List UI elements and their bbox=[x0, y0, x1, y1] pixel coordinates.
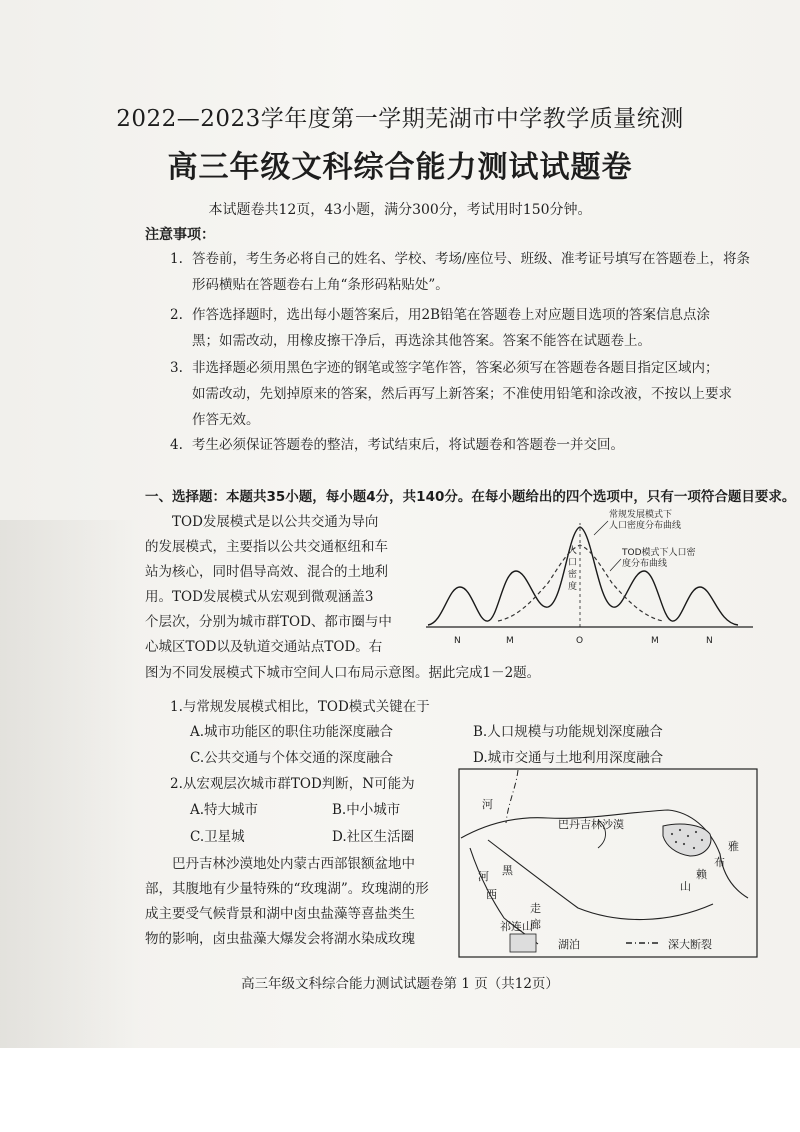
notice-num: 3. bbox=[170, 360, 183, 376]
x-tick-label: O bbox=[576, 636, 584, 646]
fault-line bbox=[506, 770, 518, 823]
question-1-option-c: C.公共交通与个体交通的深度融合 bbox=[190, 750, 394, 766]
legend-conventional: 常规发展模式下 bbox=[609, 510, 673, 520]
map-label-zoulang: 廊 bbox=[530, 918, 541, 931]
notice-item bbox=[170, 432, 770, 458]
notice-item bbox=[170, 355, 770, 433]
notice-line: 黑；如需改动，用橡皮擦干净后，再选涂其他答案。答案不能答在试题卷上。 bbox=[192, 333, 651, 349]
passage-line: 物的影响，卤虫盐藻大爆发会将湖水染成玫瑰 bbox=[145, 931, 415, 947]
notice-num: 1. bbox=[170, 251, 183, 267]
notice-item bbox=[170, 246, 770, 298]
map-label-hexi: 河 bbox=[478, 870, 489, 883]
legend-fault-label: 深大断裂 bbox=[668, 938, 712, 951]
notice-num: 4. bbox=[170, 437, 183, 453]
paper-title: 高三年级文科综合能力测试试题卷 bbox=[167, 150, 633, 185]
paper-info: 本试题卷共12页，43小题，满分300分，考试用时150分钟。 bbox=[208, 202, 592, 218]
passage-line: 用。TOD发展模式从宏观到微观涵盖3 bbox=[145, 589, 374, 605]
notice-heading: 注意事项： bbox=[145, 227, 215, 243]
population-density-chart bbox=[418, 505, 758, 655]
question-1-option-d: D.城市交通与土地利用深度融合 bbox=[473, 750, 664, 766]
map-label-qilian: 祁连山 bbox=[500, 920, 533, 933]
map-label-hexi: 西 bbox=[486, 888, 497, 901]
question-2-option-c: C.卫星城 bbox=[190, 829, 245, 845]
section-heading: 一、选择题：本题共35小题，每小题4分，共140分。在每小题给出的四个选项中，只有一项符合题目要求。 bbox=[145, 489, 796, 505]
passage-line: 个层次，分别为城市群TOD、都市圈与中 bbox=[145, 614, 392, 630]
passage-line: 站为核心，同时倡导高效、混合的土地利 bbox=[145, 564, 388, 580]
legend-leader bbox=[610, 559, 621, 571]
passage-desert bbox=[145, 852, 450, 952]
passage-line: 巴丹吉林沙漠地处内蒙古西部银额盆地中 bbox=[145, 856, 415, 872]
map-label-river: 河 bbox=[482, 798, 493, 811]
legend-conventional: 人口密度分布曲线 bbox=[609, 521, 682, 531]
legend-leader bbox=[594, 521, 608, 535]
notice-line: 如需改动，先划掉原来的答案，然后再写上新答案；不准使用铅笔和涂改液，不按以上要求 bbox=[192, 386, 732, 402]
map-label-zoulang: 走 bbox=[530, 902, 541, 915]
notice-item bbox=[170, 302, 770, 354]
map-label-yabulai: 雅 bbox=[728, 840, 739, 853]
blank-margin bbox=[0, 1048, 800, 1132]
x-tick-label: N bbox=[706, 636, 713, 646]
y-axis-label: 度 bbox=[568, 582, 578, 592]
notice-line: 考生必须保证答题卷的整洁，考试结束后，将试题卷和答题卷一并交回。 bbox=[192, 437, 624, 453]
y-axis-label: 人 bbox=[568, 546, 578, 556]
tod-density-curve bbox=[428, 527, 738, 625]
map-label-yabulai: 布 bbox=[714, 856, 725, 869]
notice-line: 非选择题必须用黑色字迹的钢笔或签字笔作答，答案必须写在答题卷各题目指定区域内； bbox=[192, 360, 719, 376]
notice-num: 2. bbox=[170, 307, 183, 323]
y-axis-label: 口 bbox=[568, 558, 578, 568]
passage-line: 成主要受气候背景和湖中卤虫盐藻等喜盐类生 bbox=[145, 906, 415, 922]
question-1-stem: 1.与常规发展模式相比，TOD模式关键在于 bbox=[170, 699, 430, 715]
map-label-yabulai: 赖 bbox=[696, 868, 707, 881]
legend-tod: 度分布曲线 bbox=[622, 559, 668, 569]
x-tick-label: N bbox=[454, 636, 461, 646]
yabulai-lake-area bbox=[663, 824, 711, 856]
badain-jaran-map bbox=[458, 768, 758, 958]
legend-lake-label: 湖泊 bbox=[558, 938, 580, 951]
passage-line: 部，其腹地有少量特殊的“玫瑰湖”。玫瑰湖的形 bbox=[145, 881, 429, 897]
page-footer: 高三年级文科综合能力测试试题卷第 1 页（共12页） bbox=[241, 976, 559, 992]
legend-tod: TOD模式下人口密 bbox=[622, 548, 696, 558]
question-2-option-b: B.中小城市 bbox=[332, 802, 401, 818]
y-axis-label: 密 bbox=[568, 570, 578, 580]
x-tick-label: M bbox=[651, 636, 659, 646]
question-2-option-d: D.社区生活圈 bbox=[332, 829, 415, 845]
question-2-stem: 2.从宏观层次城市群TOD判断，N可能为 bbox=[170, 776, 415, 792]
x-tick-label: M bbox=[506, 636, 514, 646]
passage-line: TOD发展模式是以公共交通为导向 bbox=[145, 514, 379, 530]
passage-line: 心城区TOD以及轨道交通站点TOD。右 bbox=[145, 639, 383, 655]
question-1-option-a: A.城市功能区的职住功能深度融合 bbox=[190, 724, 394, 740]
passage-line: 图为不同发展模式下城市空间人口布局示意图。据此完成1－2题。 bbox=[145, 665, 541, 681]
scan-shadow bbox=[0, 520, 140, 1048]
map-label-desert: 巴丹吉林沙漠 bbox=[558, 818, 624, 831]
passage-line: 的发展模式，主要指以公共交通枢纽和车 bbox=[145, 539, 388, 555]
notice-line: 作答选择题时，选出每小题答案后，用2B铅笔在答题卷上对应题目选项的答案信息点涂 bbox=[192, 307, 711, 323]
notice-line: 答卷前，考生务必将自己的姓名、学校、考场/座位号、班级、准考证号填写在答题卷上，将条 bbox=[192, 251, 751, 267]
legend-lake-swatch bbox=[510, 934, 536, 952]
question-1-option-b: B.人口规模与功能规划深度融合 bbox=[473, 724, 663, 740]
exam-title: 2022—2023学年度第一学期芜湖市中学教学质量统测 bbox=[116, 106, 684, 132]
question-2-option-a: A.特大城市 bbox=[190, 802, 259, 818]
passage-tod bbox=[145, 510, 420, 660]
notice-line: 形码横贴在答题卷右上角“条形码粘贴处”。 bbox=[192, 277, 449, 293]
notice-line: 作答无效。 bbox=[192, 412, 260, 428]
map-label-yabulai: 山 bbox=[680, 880, 691, 893]
map-label-hei: 黑 bbox=[502, 864, 513, 877]
